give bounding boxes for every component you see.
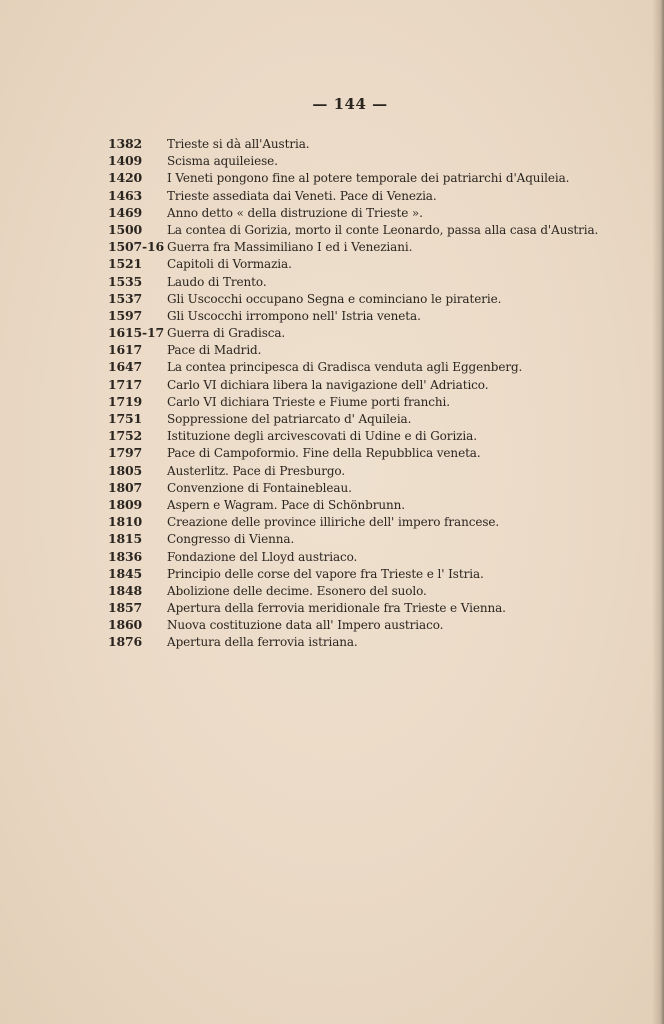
entry-year: 1500 bbox=[108, 221, 142, 237]
entry-year: 1382 bbox=[108, 136, 142, 151]
chronology-entry bbox=[108, 256, 608, 273]
entry-event: Pace di Madrid. bbox=[167, 343, 262, 358]
chronology-entry bbox=[108, 342, 608, 359]
chronology-entry bbox=[108, 600, 608, 617]
entry-year: 1717 bbox=[108, 376, 142, 392]
entry-event: La contea di Gorizia, morto il conte Leonardo, passa alla casa d'Austria. bbox=[167, 222, 599, 237]
entry-event: Principio delle corse del vapore fra Trieste e l' Istria. bbox=[167, 566, 484, 581]
entry-year: 1751 bbox=[108, 411, 142, 426]
chronology-entry bbox=[108, 308, 608, 325]
entry-year: 1805 bbox=[108, 462, 142, 478]
entry-year: 1615-17 bbox=[108, 325, 164, 341]
entry-year: 1597 bbox=[108, 307, 142, 323]
chronology-entry bbox=[108, 188, 608, 205]
chronology-entry bbox=[108, 136, 608, 153]
entry-year: 1409 bbox=[108, 153, 142, 169]
entry-event: La contea principesca di Gradisca venduta agli Eggenberg. bbox=[167, 360, 523, 375]
entry-event: Creazione delle province illiriche dell' impero francese. bbox=[167, 515, 500, 530]
entry-event: Guerra fra Massimiliano I ed i Veneziani. bbox=[167, 240, 413, 255]
chronology-entry bbox=[108, 359, 608, 376]
entry-event: Trieste assediata dai Veneti. Pace di Venezia. bbox=[167, 188, 437, 203]
entry-year: 1810 bbox=[108, 514, 142, 530]
page-number: — 144 — bbox=[312, 95, 388, 113]
entry-year: 1809 bbox=[108, 496, 142, 512]
entry-event: I Veneti pongono fine al potere temporale dei patriarchi d'Aquileia. bbox=[167, 171, 570, 186]
entry-event: Abolizione delle decime. Esonero del suolo. bbox=[167, 583, 427, 598]
entry-year: 1535 bbox=[108, 273, 142, 289]
chronology-entry bbox=[108, 222, 608, 239]
entry-year: 1420 bbox=[108, 170, 142, 186]
entry-year: 1719 bbox=[108, 393, 142, 409]
entry-year: 1647 bbox=[108, 359, 142, 375]
page-edge-shadow bbox=[652, 0, 664, 1024]
entry-year: 1463 bbox=[108, 187, 142, 203]
entry-event: Soppressione del patriarcato d' Aquileia. bbox=[167, 412, 412, 426]
entry-event: Laudo di Trento. bbox=[167, 274, 267, 289]
chronology-entry bbox=[108, 514, 608, 531]
chronology-entry bbox=[108, 239, 608, 256]
chronology-entry bbox=[108, 153, 608, 170]
entry-year: 1860 bbox=[108, 617, 142, 633]
chronology-entry bbox=[108, 445, 608, 462]
chronology-list bbox=[108, 136, 608, 652]
entry-year: 1836 bbox=[108, 548, 142, 564]
entry-event: Congresso di Vienna. bbox=[167, 532, 295, 547]
entry-year: 1469 bbox=[108, 204, 142, 220]
chronology-entry bbox=[108, 583, 608, 600]
entry-event: Apertura della ferrovia meridionale fra Trieste e Vienna. bbox=[167, 601, 506, 616]
entry-event: Gli Uscocchi occupano Segna e cominciano le piraterie. bbox=[167, 291, 502, 306]
entry-event: Nuova costituzione data all' Impero austriaco. bbox=[167, 618, 444, 633]
chronology-entry bbox=[108, 377, 608, 394]
entry-event: Gli Uscocchi irrompono nell' Istria veneta. bbox=[167, 308, 421, 323]
entry-year: 1876 bbox=[108, 634, 142, 650]
chronology-entry bbox=[108, 566, 608, 583]
entry-year: 1617 bbox=[108, 342, 142, 358]
chronology-entry bbox=[108, 463, 608, 480]
chronology-entry bbox=[108, 291, 608, 308]
chronology-entry bbox=[108, 274, 608, 291]
entry-event: Fondazione del Lloyd austriaco. bbox=[167, 549, 358, 564]
entry-year: 1752 bbox=[108, 428, 142, 444]
entry-event: Capitoli di Vormazia. bbox=[167, 257, 292, 272]
entry-event: Pace di Campoformio. Fine della Repubblica veneta. bbox=[167, 446, 481, 461]
entry-year: 1521 bbox=[108, 256, 142, 272]
chronology-entry bbox=[108, 617, 608, 634]
entry-year: 1845 bbox=[108, 565, 142, 581]
entry-event: Scisma aquileiese. bbox=[167, 154, 278, 169]
entry-year: 1807 bbox=[108, 479, 142, 495]
entry-year: 1857 bbox=[108, 600, 142, 616]
entry-event: Convenzione di Fontainebleau. bbox=[167, 480, 352, 495]
entry-event: Guerra di Gradisca. bbox=[167, 326, 286, 341]
chronology-entry bbox=[108, 549, 608, 566]
chronology-entry bbox=[108, 394, 608, 411]
entry-year: 1848 bbox=[108, 582, 142, 598]
entry-event: Apertura della ferrovia istriana. bbox=[167, 635, 358, 650]
entry-event: Carlo VI dichiara libera la navigazione dell' Adriatico. bbox=[167, 377, 489, 392]
entry-event: Anno detto « della distruzione di Trieste ». bbox=[167, 205, 423, 220]
entry-year: 1797 bbox=[108, 445, 142, 461]
chronology-entry bbox=[108, 411, 608, 428]
chronology-entry bbox=[108, 634, 608, 651]
entry-event: Carlo VI dichiara Trieste e Fiume porti franchi. bbox=[167, 394, 450, 409]
entry-event: Aspern e Wagram. Pace di Schönbrunn. bbox=[167, 497, 405, 512]
chronology-entry bbox=[108, 480, 608, 497]
chronology-entry bbox=[108, 205, 608, 222]
entry-year: 1815 bbox=[108, 531, 142, 547]
entry-year: 1537 bbox=[108, 290, 142, 306]
entry-event: Austerlitz. Pace di Presburgo. bbox=[167, 463, 346, 478]
chronology-entry bbox=[108, 497, 608, 514]
entry-event: Trieste si dà all'Austria. bbox=[167, 137, 310, 151]
entry-event: Istituzione degli arcivescovati di Udine e di Gorizia. bbox=[167, 429, 477, 444]
chronology-entry bbox=[108, 428, 608, 445]
entry-year: 1507-16 bbox=[108, 239, 164, 255]
chronology-entry bbox=[108, 531, 608, 548]
chronology-entry bbox=[108, 170, 608, 187]
chronology-entry bbox=[108, 325, 608, 342]
